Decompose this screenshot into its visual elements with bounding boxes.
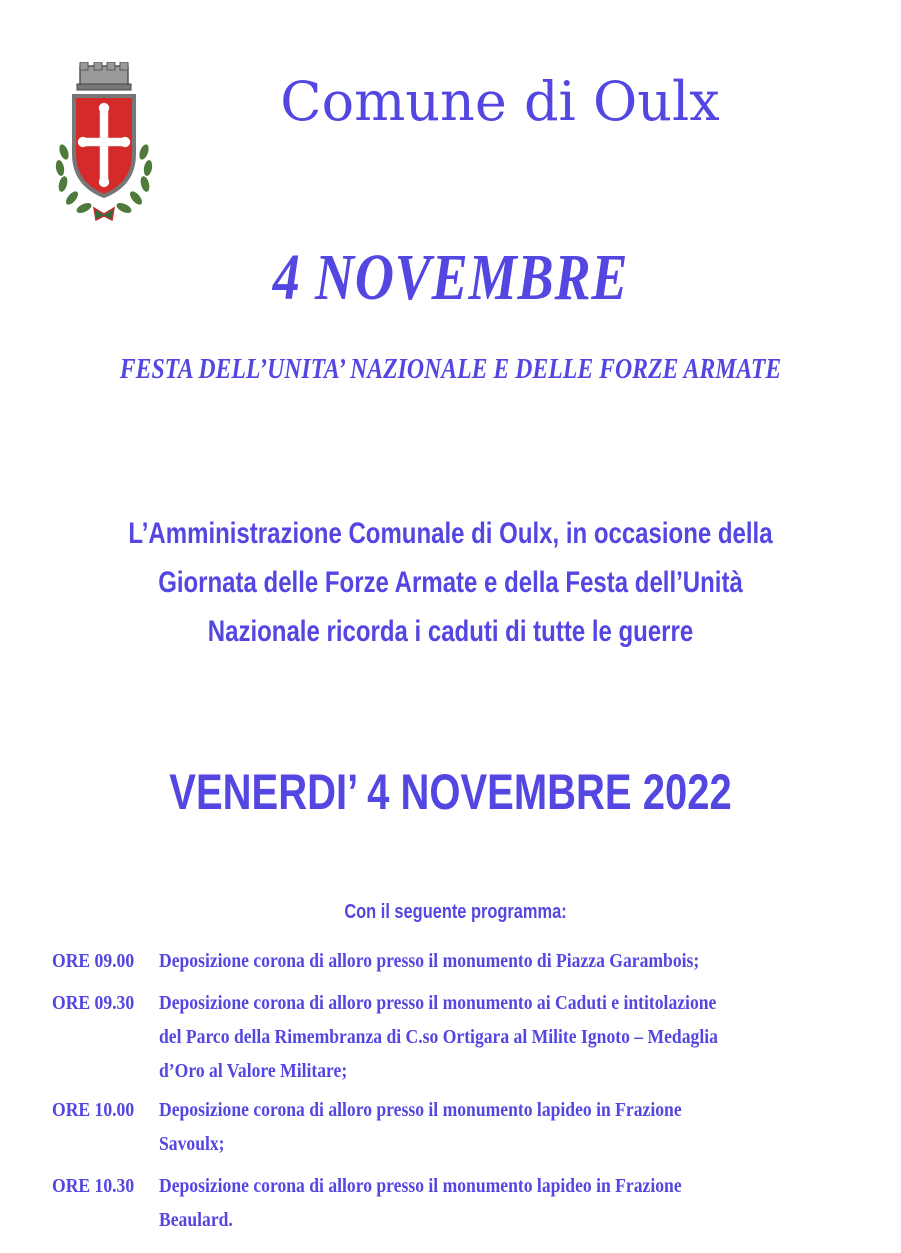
headline-date: 4 NOVEMBRE [272, 241, 629, 314]
intro-line: Nazionale ricorda i caduti di tutte le guerre [207, 615, 694, 648]
program-description [159, 986, 849, 1088]
crown-icon [77, 62, 131, 90]
headline-subtitle: FESTA DELL’UNITA’ NAZIONALE E DELLE FORZE ARMATE [119, 353, 782, 385]
intro-line: Giornata delle Forze Armate e della Festa dell’Unità [158, 566, 743, 599]
intro-line: L’Amministrazione Comunale di Oulx, in occasione della [128, 517, 773, 550]
coat-of-arms-icon [50, 62, 158, 222]
program-time: ORE 09.00 [52, 950, 135, 972]
program-description-line: Beaulard. [159, 1209, 233, 1231]
ribbon-icon [94, 208, 114, 220]
program-time: ORE 10.00 [52, 1099, 135, 1121]
program-description [159, 1169, 849, 1237]
intro-paragraph [0, 509, 901, 656]
program-time: ORE 09.30 [52, 992, 135, 1014]
program-time: ORE 10.30 [52, 1175, 135, 1197]
program-description-line: Deposizione corona di alloro presso il monumento lapideo in Frazione [159, 1099, 682, 1121]
event-day: VENERDI’ 4 NOVEMBRE 2022 [169, 764, 732, 820]
program-description-line: Deposizione corona di alloro presso il monumento di Piazza Garambois; [159, 950, 700, 972]
program-description [159, 1093, 849, 1161]
program-heading: Con il seguente programma: [344, 901, 567, 923]
program-description-line: del Parco della Rimembranza di C.so Ortigara al Milite Ignoto – Medaglia [159, 1026, 718, 1048]
program-description-line: Savoulx; [159, 1133, 225, 1155]
program-description-line: Deposizione corona di alloro presso il monumento lapideo in Frazione [159, 1175, 682, 1197]
municipality-title: Comune di Oulx [280, 70, 720, 133]
program-description-line: Deposizione corona di alloro presso il monumento ai Caduti e intitolazione [159, 992, 717, 1014]
program-description [159, 944, 849, 978]
program-description-line: d’Oro al Valore Militare; [159, 1060, 348, 1082]
